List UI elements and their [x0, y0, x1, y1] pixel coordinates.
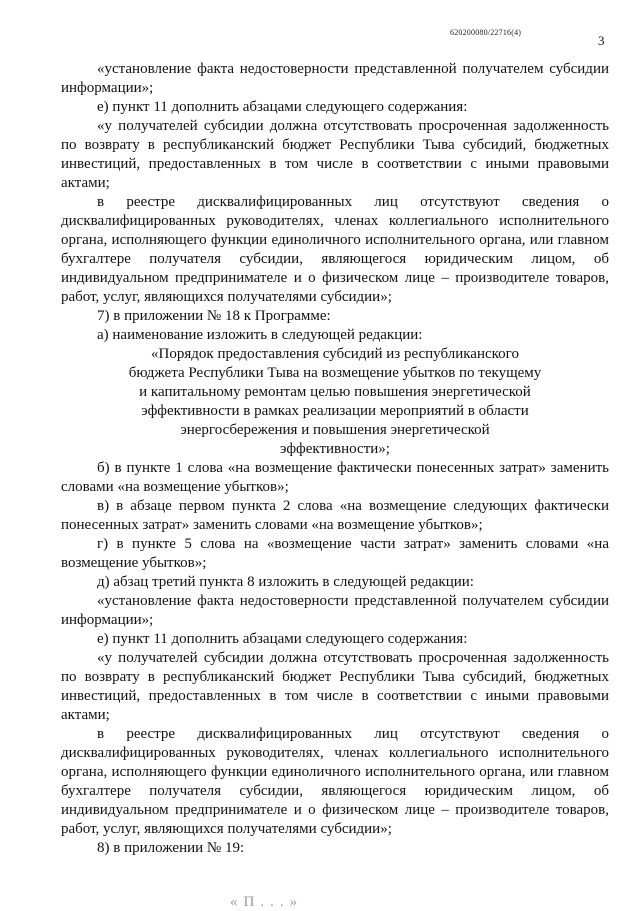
paragraph: в) в абзаце первом пункта 2 слова «на возмещение следующих фактически понесенных затрат» заменить словами «на возмещение убытков»; — [61, 498, 609, 533]
document-body — [61, 60, 609, 858]
paragraph: в реестре дисквалифицированных лиц отсутствуют сведения о дисквалифицированных руководителях, членах коллегиального исполнительного органа, исполняющего функции единоличного исполнительного органа, или главном бухгалтере получателя субсидии, являющегося юридическим лицом, об индивидуальном предпринимателе и о физическом лице – производителе товаров, работ, услуг, являющихся получателями субсидии»; — [61, 194, 609, 305]
paragraph: 8) в приложении № 19: — [97, 840, 245, 856]
document-id: 620200080/22716(4) — [450, 28, 522, 37]
paragraph: д) абзац третий пункта 8 изложить в следующей редакции: — [97, 574, 474, 590]
cut-off-next-line: «П...» — [230, 894, 304, 910]
paragraph: «у получателей субсидии должна отсутствовать просроченная задолженность по возврату в республиканский бюджет Республики Тыва субсидий, бюджетных инвестиций, предоставленных в том числе в соответствии с иными правовыми актами; — [61, 118, 609, 191]
appendix-title: «Порядок предоставления субсидий из республиканского бюджета Республики Тыва на возмещение убытков по текущему и капитальному ремонтам целью повышения энергетической эффективности в рамках реализации мероприятий в области энергосбережения и повышения энергетической эффективности»; — [128, 346, 542, 457]
paragraph: г) в пункте 5 слова на «возмещение части затрат» заменить словами «на возмещение убытков»; — [61, 536, 609, 571]
paragraph: «у получателей субсидии должна отсутствовать просроченная задолженность по возврату в республиканский бюджет Республики Тыва субсидий, бюджетных инвестиций, предоставленных в том числе в соответствии с иными правовыми актами; — [61, 650, 609, 723]
paragraph: е) пункт 11 дополнить абзацами следующего содержания: — [97, 99, 468, 115]
page-number: 3 — [598, 33, 605, 48]
paragraph: е) пункт 11 дополнить абзацами следующего содержания: — [97, 631, 468, 647]
paragraph: «установление факта недостоверности представленной получателем субсидии информации»; — [61, 593, 609, 628]
paragraph: 7) в приложении № 18 к Программе: — [97, 308, 331, 324]
paragraph: в реестре дисквалифицированных лиц отсутствуют сведения о дисквалифицированных руководителях, членах коллегиального исполнительного органа, исполняющего функции единоличного исполнительного органа, или главном бухгалтере получателя субсидии, являющегося юридическим лицом, об индивидуальном предпринимателе и о физическом лице – производителе товаров, работ, услуг, являющихся получателями субсидии»; — [61, 726, 609, 837]
paragraph: «установление факта недостоверности представленной получателем субсидии информации»; — [61, 61, 609, 96]
paragraph: б) в пункте 1 слова «на возмещение фактически понесенных затрат» заменить словами «на возмещение убытков»; — [61, 460, 609, 495]
paragraph: а) наименование изложить в следующей редакции: — [97, 327, 423, 343]
